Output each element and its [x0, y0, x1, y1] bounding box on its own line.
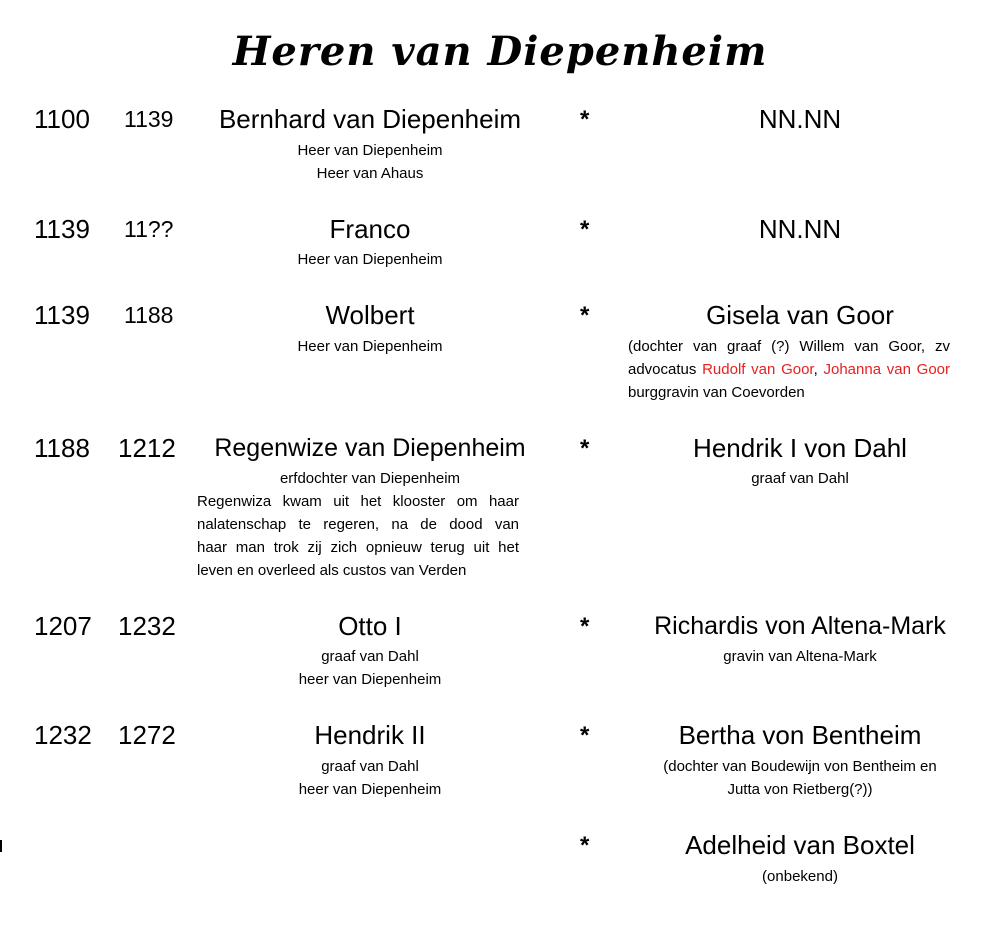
biography-line: haar man trok zij zich opnieuw terug uit het: [197, 539, 519, 556]
lord-title: Heer van Ahaus: [316, 165, 424, 182]
lord-name: Otto I: [338, 611, 402, 641]
marriage-star: *: [580, 106, 590, 133]
biography-line: Regenwiza kwam uit het klooster om haar: [197, 493, 519, 510]
lord-title: Heer van Diepenheim: [297, 338, 443, 355]
lord-title: graaf van Dahl: [321, 758, 419, 775]
spouse-note-line: [628, 358, 950, 381]
lord-title: erfdochter van Diepenheim: [279, 470, 461, 487]
biography-line: nalatenschap te regeren, na de dood van: [197, 516, 519, 533]
spouse-name: Gisela van Goor: [706, 300, 894, 330]
lord-name: Regenwize van Diepenheim: [214, 434, 526, 462]
spouse-note: [628, 335, 950, 404]
spouse-title: (onbekend): [762, 868, 838, 885]
spouse-name: Bertha von Bentheim: [678, 720, 922, 750]
link-johanna-van-goor[interactable]: Johanna van Goor: [823, 361, 950, 378]
end-year: 11??: [124, 216, 174, 242]
start-year: 1188: [34, 433, 90, 463]
marriage-star: *: [580, 216, 590, 243]
start-year: 1100: [34, 104, 90, 134]
lord-name: Hendrik II: [314, 720, 426, 750]
edge-mark: [0, 840, 2, 852]
lord-title: heer van Diepenheim: [298, 671, 442, 688]
marriage-star: *: [580, 832, 590, 859]
lord-title: heer van Diepenheim: [298, 781, 442, 798]
end-year: 1188: [124, 302, 174, 328]
end-year: 1232: [118, 611, 176, 641]
marriage-star: *: [580, 302, 590, 329]
lord-title: Heer van Diepenheim: [297, 142, 443, 159]
spouse-title: gravin van Altena-Mark: [723, 648, 877, 665]
start-year: 1207: [34, 611, 92, 641]
spouse-title: (dochter van Boudewijn von Bentheim en: [663, 758, 937, 775]
spouse-note-line: (dochter van graaf (?) Willem van Goor, zv: [628, 338, 950, 355]
marriage-star: *: [580, 435, 590, 462]
marriage-star: *: [580, 722, 590, 749]
spouse-title: graaf van Dahl: [751, 470, 849, 487]
spouse-name: NN.NN: [758, 214, 842, 244]
spouse-name: Hendrik I von Dahl: [693, 433, 907, 463]
link-separator: ,: [813, 361, 824, 378]
spouse-name: NN.NN: [758, 104, 842, 134]
spouse-name: Adelheid van Boxtel: [685, 830, 915, 860]
lord-biography: [197, 490, 519, 582]
link-rudolf-van-goor[interactable]: Rudolf van Goor: [702, 361, 814, 378]
page-title: Heren van Diepenheim: [232, 28, 768, 75]
end-year: 1272: [118, 720, 176, 750]
end-year: 1139: [124, 106, 174, 132]
end-year: 1212: [118, 433, 176, 463]
marriage-star: *: [580, 613, 590, 640]
spouse-title: Jutta von Rietberg(?)): [727, 781, 873, 798]
spouse-note-prefix: advocatus: [628, 361, 703, 378]
lord-name: Wolbert: [325, 300, 415, 330]
spouse-name: Richardis von Altena-Mark: [654, 612, 946, 640]
lord-name: Franco: [329, 214, 411, 244]
start-year: 1232: [34, 720, 92, 750]
biography-line: leven en overleed als custos van Verden: [197, 562, 467, 579]
start-year: 1139: [34, 300, 90, 330]
spouse-note-line: burggravin van Coevorden: [628, 384, 805, 401]
lord-title: Heer van Diepenheim: [297, 251, 443, 268]
lord-title: graaf van Dahl: [321, 648, 419, 665]
lord-name: Bernhard van Diepenheim: [218, 104, 522, 134]
start-year: 1139: [34, 214, 90, 244]
